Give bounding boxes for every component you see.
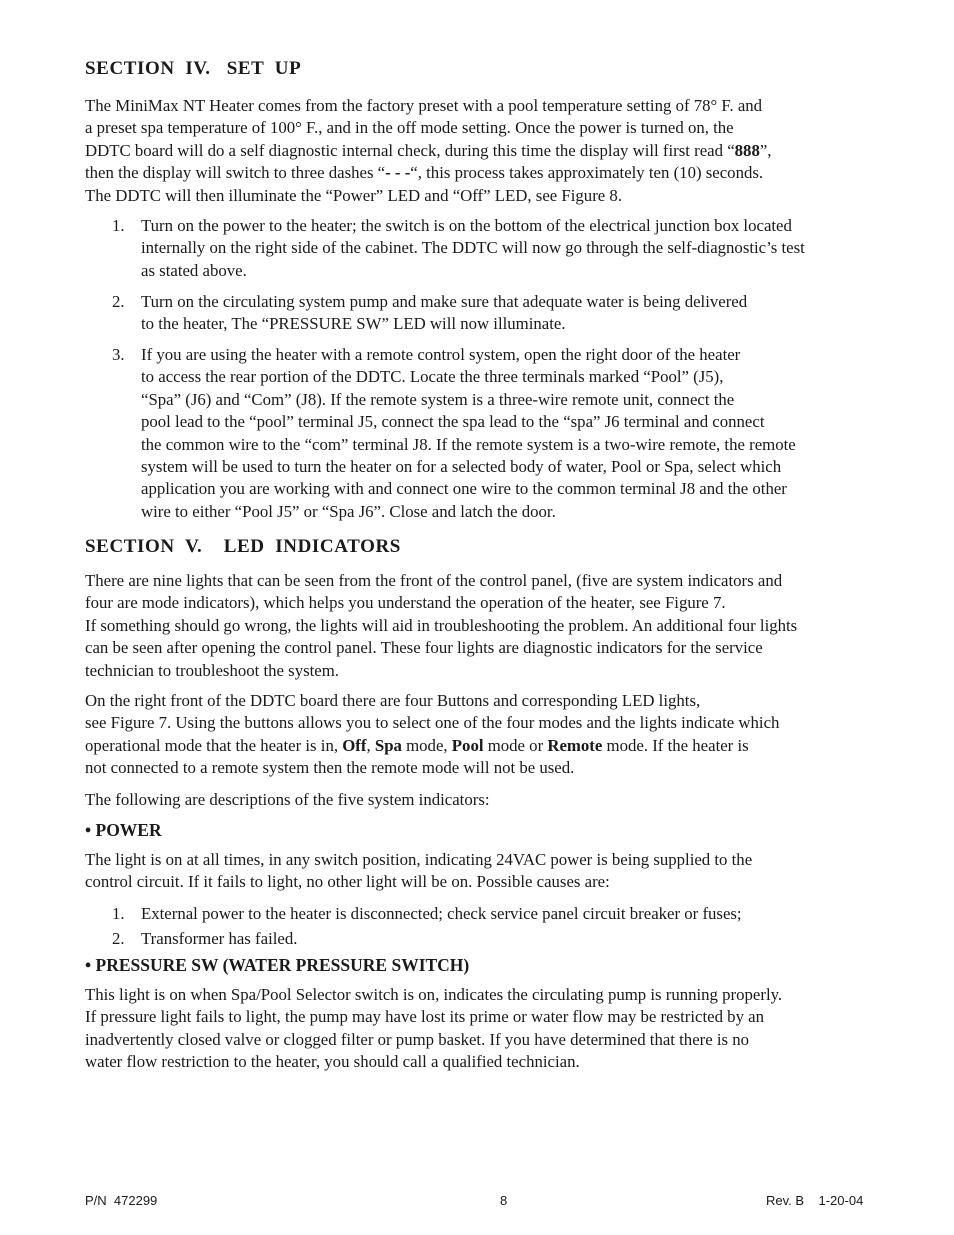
section-iv-heading: SECTION IV. SET UP bbox=[85, 58, 302, 79]
power-description: The light is on at all times, in any switch position, indicating 24VAC power is being supplied to the control circuit. If it fails to light, no other light will be on. Possible causes are: bbox=[85, 850, 753, 892]
mode-pool: Pool bbox=[451, 735, 484, 755]
mode-spa: Spa bbox=[374, 735, 402, 755]
step-text: Turn on the circulating system pump and make sure that adequate water is being delivered to the heater, The “PRESSURE SW” LED will now illuminate. bbox=[141, 292, 748, 334]
step-text: Turn on the power to the heater; the switch is on the bottom of the electrical junction box located internally on the right side of the cabinet. The DDTC will now go through the self-diagnostic’s test as stated above. bbox=[141, 216, 805, 280]
document-page: SECTION IV. SET UP The MiniMax NT Heater comes from the factory preset with a pool temperature setting of 78° F. and a preset spa temperature of 100° F., and in the off mode setting. Once the power is turned on, the DDTC board will do a self diagnostic internal check, during this time the display will first read “888”, then the display will switch to three dashes “- - -“, this process takes approximately ten (10) seconds. The DDTC will then illuminate the “Power” LED and “Off” LED, see Figure 8. 1. Turn on the power to the heater; the switch is on the bottom of the electrical junction box located internally on the right side of the cabinet. The DDTC will now go through the self-diagnostic’s test as stated above. 2. Turn on the circulating system pump and make sure that adequate water is being delivered to the heater, The “PRESSURE SW” LED will now illuminate. 3. If you are using the heater with a remote control system, open the right door of the heater to access the rear portion of the DDTC. Locate the three terminals marked “Pool” (J5), “Spa” (J6) and “Com” (J8). If the remote system is a three-wire remote unit, connect the pool lead to the “pool” terminal J5, connect the spa lead to the “spa” J6 terminal and connect the common wire to the “com” terminal J8. If the remote system is a two-wire remote, the remote system will be used to turn the heater on for a selected body of water, Pool or Spa, select which application you are working with and connect one wire to the common terminal J8 and the other wire to either “Pool J5” or “Spa J6”. Close and latch the door. SECTION V. LED INDICATORS There are nine lights that can be seen from the front of the control panel, (five are system indicators and four are mode indicators), which helps you understand the operation of the heater, see Figure 7. If something should go wrong, the lights will aid in troubleshooting the problem. An additional four lights can be seen after opening the control panel. These four lights are diagnostic indicators for the service technician to troubleshoot the system. On the right front of the DDTC board there are four Buttons and corresponding LED lights, see Figure 7. Using the buttons allows you to select one of the four modes and the lights indicate which operational mode that the heater is in, Off, Spa mode, Pool mode or Remote mode. If the heater is not connected to a remote system then the remote mode will not be used. The following are descriptions of the five system indicators: • POWER The light is on at all times, in any switch position, indicating 24VAC power is being supplied to the control circuit. If it fails to light, no other light will be on. Possible causes are: 1. External power to the heater is disconnected; check service panel circuit breaker or fuses; 2. Transformer has failed. • PRESSURE SW (WATER PRESSURE SWITCH) This light is on when Spa/Pool Selector switch is on, indicates the circulating pump is running properly. If pressure light fails to light, the pump may have lost its prime or water flow may be restricted by an inadvertently closed valve or clogged filter or pump basket. If you have determined that there is no water flow restriction to the heater, you should call a qualified technician. P/N 472299 8 Rev. B 1-20-04 bbox=[0, 0, 954, 1235]
footer-page-number: 8 bbox=[500, 1193, 508, 1208]
display-dashes: - - - bbox=[385, 163, 411, 183]
footer-revision: Rev. B 1-20-04 bbox=[766, 1193, 864, 1208]
section-v-heading: SECTION V. LED INDICATORS bbox=[85, 536, 401, 557]
footer-part-number: P/N 472299 bbox=[85, 1193, 158, 1208]
step-number: 2. bbox=[112, 292, 125, 311]
section-v-para-1: There are nine lights that can be seen from the front of the control panel, (five are system indicators and four are mode indicators), which helps you understand the operation of the heater, see Figure 7. If something should go wrong, the lights will aid in troubleshooting the problem. An additional four lights can be seen after opening the control panel. These four lights are diagnostic indicators for the service technician to troubleshoot the system. bbox=[85, 571, 798, 680]
display-code-888: 888 bbox=[734, 140, 760, 160]
step-number: 3. bbox=[112, 345, 125, 364]
text-line: The MiniMax NT Heater comes from the factory preset with a pool temperature setting of 78° F. and bbox=[85, 96, 763, 115]
pressure-sw-description: This light is on when Spa/Pool Selector switch is on, indicates the circulating pump is running properly. If pressure light fails to light, the pump may have lost its prime or water flow may be restricted by an inadvertently closed valve or clogged filter or pump basket. If you have determined that there is no water flow restriction to the heater, you should call a qualified technician. bbox=[85, 985, 783, 1072]
text-line: The DDTC will then illuminate the “Power” LED and “Off” LED, see Figure 8. bbox=[85, 185, 623, 205]
text-line: then the display will switch to three dashes “- - -“, this process takes approximately ten (10) seconds. bbox=[85, 163, 764, 183]
text-line: a preset spa temperature of 100° F., and in the off mode setting. Once the power is turned on, the bbox=[85, 118, 734, 138]
step-text: If you are using the heater with a remote control system, open the right door of the heater to access the rear portion of the DDTC. Locate the three terminals marked “Pool” (J5), “Spa” (J6) and “Com” (J8). If the remote system is a three-wire remote unit, connect the pool lead to the “pool” terminal J5, connect the spa lead to the “spa” J6 terminal and connect the common wire to the “com” terminal J8. If the remote system is a two-wire remote, the remote system will be used to turn the heater on for a selected body of water, Pool or Spa, select which application you are working with and connect one wire to the common terminal J8 and the other wire to either “Pool J5” or “Spa J6”. Close and latch the door. bbox=[141, 345, 796, 521]
step-number: 1. bbox=[112, 216, 125, 235]
section-iv-intro bbox=[85, 95, 870, 207]
mode-remote: Remote bbox=[547, 735, 603, 755]
text-line: DDTC board will do a self diagnostic internal check, during this time the display will first read “888”, bbox=[85, 140, 772, 160]
mode-off: Off bbox=[342, 735, 367, 755]
section-v-para-3: The following are descriptions of the five system indicators: bbox=[85, 790, 490, 809]
pressure-sw-subheading: • PRESSURE SW (WATER PRESSURE SWITCH) bbox=[85, 955, 470, 975]
section-v-para-2: On the right front of the DDTC board there are four Buttons and corresponding LED lights, see Figure 7. Using the buttons allows you to select one of the four modes and the lights indicate which operational mode that the heater is in, Off, Spa mode, Pool mode or Remote mode. If the heater is not connected to a remote system then the remote mode will not be used. bbox=[85, 691, 780, 778]
power-subheading: • POWER bbox=[85, 820, 162, 840]
